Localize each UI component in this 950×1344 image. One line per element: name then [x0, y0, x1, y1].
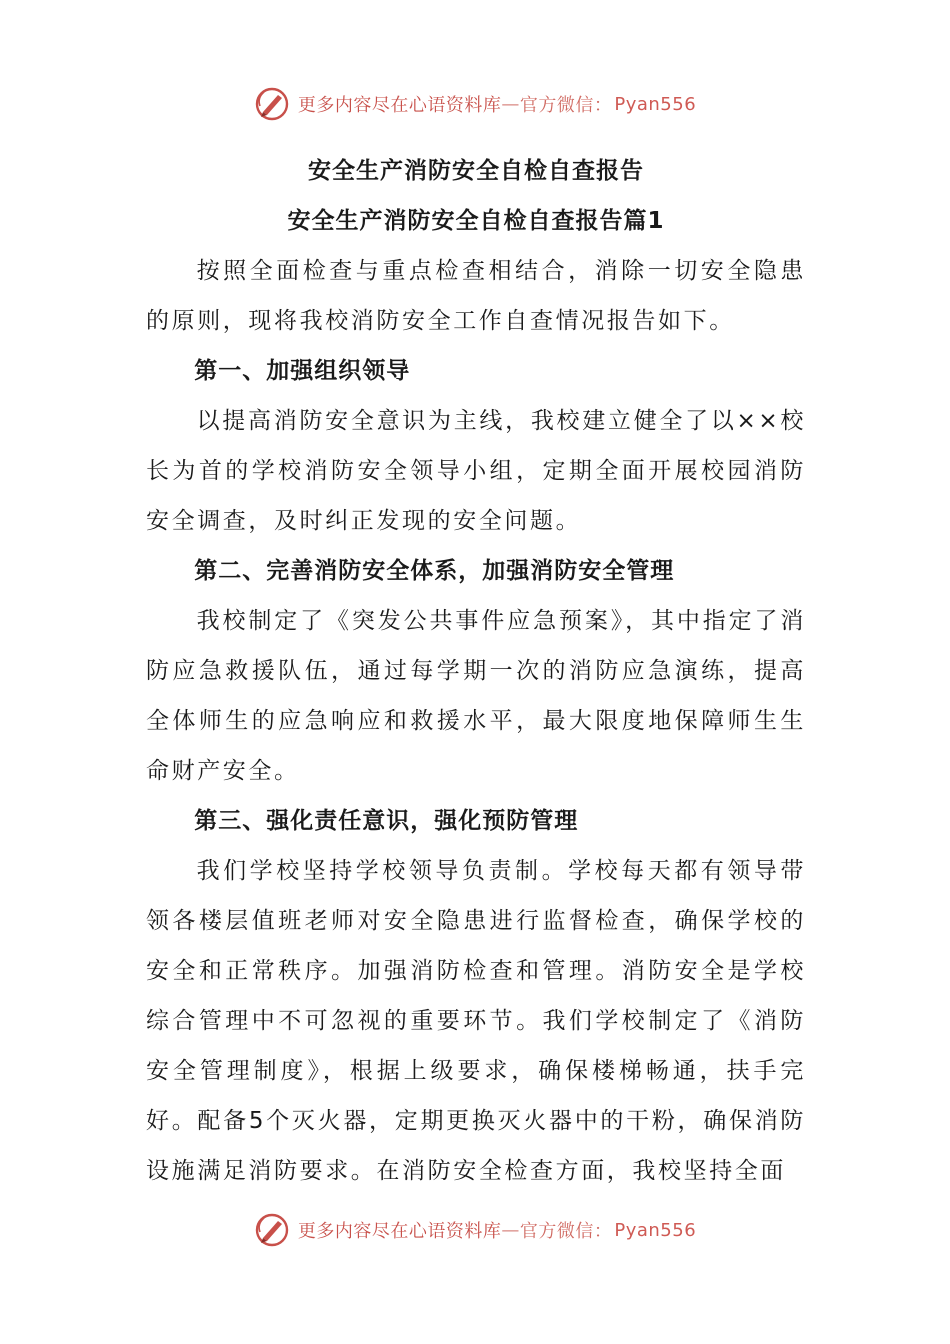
- section-2-heading: 第二、完善消防安全体系，加强消防安全管理: [194, 558, 675, 584]
- document-body: [146, 146, 806, 1196]
- header-banner: [0, 82, 950, 126]
- intro-paragraph: 按照全面检查与重点检查相结合，消除一切安全隐患的原则，现将我校消防安全工作自查情况报告如下。: [146, 258, 806, 334]
- banner-wechat-label: 官方微信：: [519, 95, 613, 116]
- document-title: 安全生产消防安全自检自查报告: [308, 158, 644, 184]
- pen-logo-icon: [254, 86, 290, 122]
- banner-separator: —: [501, 1219, 520, 1241]
- banner-wechat-label: 官方微信：: [519, 1221, 613, 1242]
- footer-banner: [0, 1208, 950, 1252]
- banner-main-text: 更多内容尽在心语资料库: [297, 1221, 502, 1242]
- document-subtitle: 安全生产消防安全自检自查报告篇1: [287, 208, 665, 234]
- banner-wechat-id: Pyan556: [614, 1219, 697, 1241]
- section-1-heading: 第一、加强组织领导: [194, 358, 411, 384]
- banner-main-text: 更多内容尽在心语资料库: [297, 95, 502, 116]
- section-3-body: 我们学校坚持学校领导负责制。学校每天都有领导带领各楼层值班老师对安全隐患进行监督检查，确保学校的安全和正常秩序。加强消防检查和管理。消防安全是学校综合管理中不可忽视的重要环节。我们学校制定了《消防安全管理制度》，根据上级要求，确保楼梯畅通，扶手完好。配备5个灭火器，定期更换灭火器中的干粉，确保消防设施满足消防要求。在消防安全检查方面，我校坚持全面: [146, 858, 806, 1184]
- banner-separator: —: [501, 93, 520, 115]
- section-3-heading: 第三、强化责任意识，强化预防管理: [194, 808, 579, 834]
- banner-wechat-id: Pyan556: [614, 93, 697, 115]
- section-1-body: 以提高消防安全意识为主线，我校建立健全了以××校长为首的学校消防安全领导小组，定期全面开展校园消防安全调查，及时纠正发现的安全问题。: [146, 408, 806, 534]
- pen-logo-icon: [254, 1212, 290, 1248]
- section-2-body: 我校制定了《突发公共事件应急预案》，其中指定了消防应急救援队伍，通过每学期一次的消防应急演练，提高全体师生的应急响应和救援水平，最大限度地保障师生生命财产安全。: [146, 608, 806, 784]
